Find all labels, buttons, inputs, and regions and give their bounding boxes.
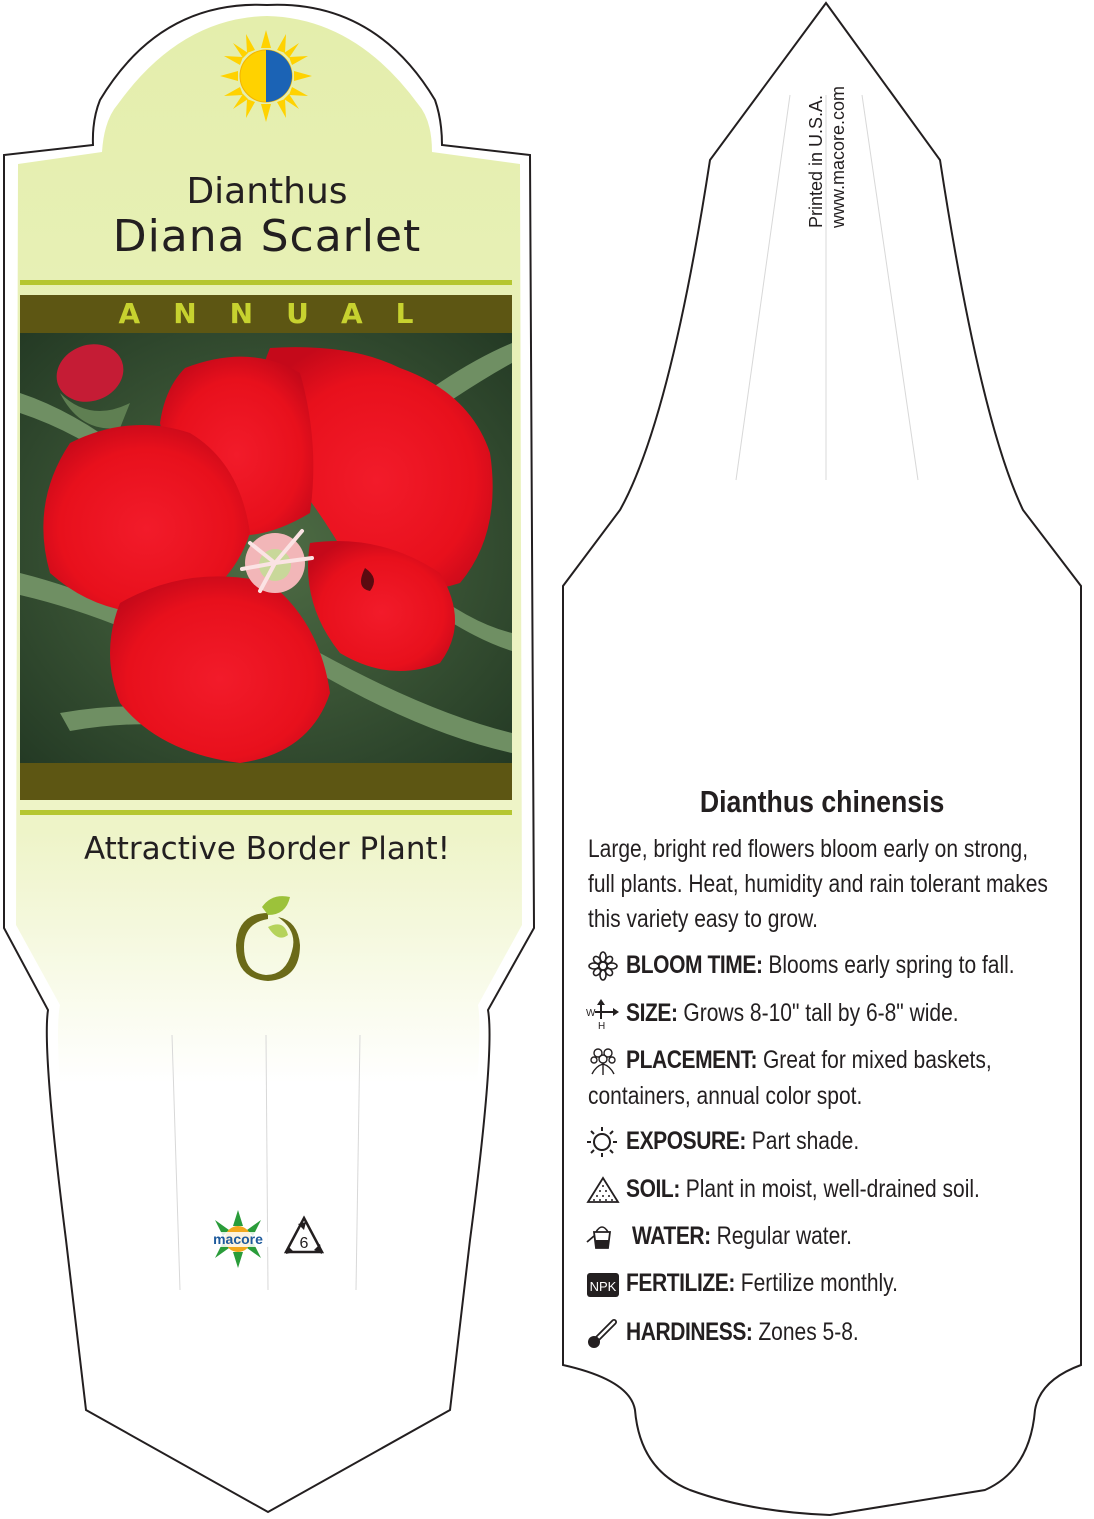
macore-logo (205, 1210, 271, 1268)
size-width-letter: W (586, 1008, 596, 1019)
photo-bottom-band (20, 763, 512, 800)
fertilize-label: FERTILIZE: (626, 1269, 735, 1297)
print-info (805, 48, 855, 228)
description-line-2: full plants. Heat, humidity and rain tolerant makes (588, 870, 1048, 898)
bloom-time-value: Blooms early spring to fall. (768, 951, 1015, 979)
exposure-value: Part shade. (751, 1127, 860, 1155)
placement-label: PLACEMENT: (626, 1046, 758, 1074)
size-arrows-icon (586, 999, 620, 1029)
size-height-letter: H (598, 1021, 606, 1029)
sun-exposure-icon (218, 28, 314, 124)
placement-plants-icon (586, 1046, 620, 1076)
species-name (566, 782, 1078, 822)
thermometer-icon (586, 1318, 620, 1348)
bloom-time-label: BLOOM TIME: (626, 951, 763, 979)
flower-icon (586, 951, 620, 981)
annual-band (20, 295, 512, 333)
placement-row (588, 1043, 1068, 1117)
sun-icon (586, 1127, 620, 1157)
placement-value-line-1: Great for mixed baskets, (762, 1046, 992, 1074)
hardiness-value: Zones 5-8. (758, 1318, 859, 1346)
recycle-code: 6 (299, 1235, 309, 1252)
hardiness-label: HARDINESS: (626, 1318, 753, 1346)
soil-pile-icon (586, 1175, 620, 1205)
soil-value: Plant in moist, well-drained soil. (685, 1175, 980, 1203)
description-line-3: this variety easy to grow. (588, 905, 818, 933)
description-line-1: Large, bright red flowers bloom early on strong, (588, 835, 1029, 863)
npk-label: NPK (589, 1279, 617, 1294)
description (588, 832, 1068, 937)
exposure-label: EXPOSURE: (626, 1127, 746, 1155)
recycle-6-icon (282, 1214, 326, 1258)
water-label: WATER: (632, 1222, 711, 1250)
placement-value-line-2: containers, annual color spot. (588, 1082, 863, 1110)
flower-photo (20, 333, 512, 763)
genus-name: Dianthus (186, 171, 348, 212)
size-value: Grows 8-10" tall by 6-8" wide. (683, 999, 959, 1027)
size-label: SIZE: (626, 999, 678, 1027)
printed-in-text: Printed in U.S.A. (806, 94, 826, 228)
watering-can-icon (586, 1222, 620, 1252)
swirl-leaf-logo (228, 893, 306, 985)
npk-fertilizer-icon (586, 1269, 620, 1299)
species-name-text: Dianthus chinensis (699, 784, 945, 819)
fertilize-value: Fertilize monthly. (740, 1269, 898, 1297)
variety-name: Diana Scarlet (112, 211, 422, 262)
soil-label: SOIL: (626, 1175, 680, 1203)
website-text: www.macore.com (828, 85, 848, 228)
tagline: Attractive Border Plant! (83, 831, 451, 867)
plant-type-label: ANNUAL (118, 297, 447, 330)
water-value: Regular water. (716, 1222, 853, 1250)
macore-logo-text: macore (213, 1231, 263, 1247)
